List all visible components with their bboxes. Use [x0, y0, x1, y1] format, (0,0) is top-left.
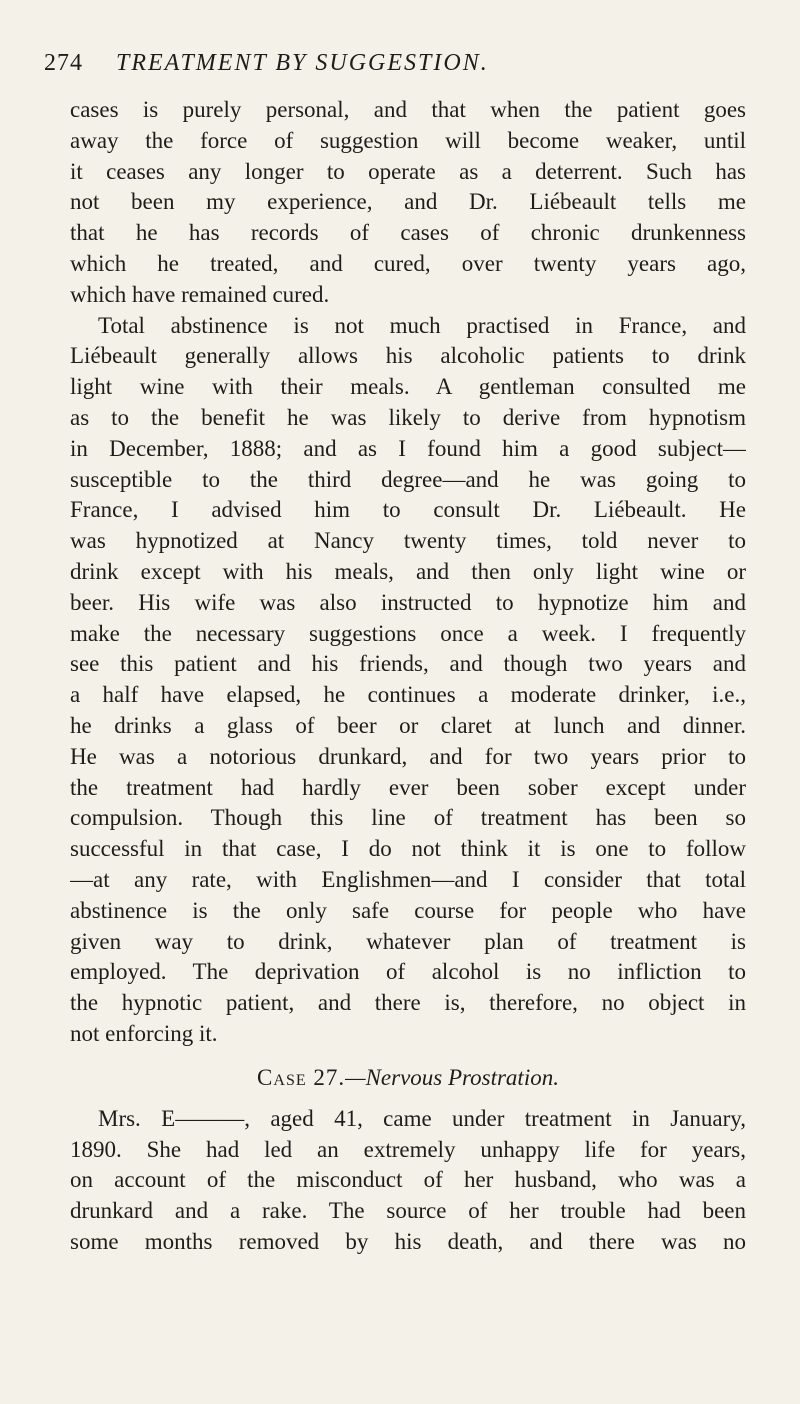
text-line: a half have elapsed, he continues a moderate drinker, i.e.,: [70, 682, 746, 708]
text-line: see this patient and his friends, and though two years and: [70, 651, 746, 677]
text-line: some months removed by his death, and there was no: [70, 1228, 746, 1254]
paragraph-1: [70, 95, 746, 311]
text-line: in December, 1888; and as I found him a good subject—: [70, 435, 746, 461]
text-line: not enforcing it.: [70, 1020, 218, 1046]
text-line: that he has records of cases of chronic drunkenness: [70, 220, 746, 246]
text-line: given way to drink, whatever plan of treatment is: [70, 928, 746, 954]
text-line: on account of the misconduct of her husband, who was a: [70, 1167, 746, 1193]
text-line: drunkard and a rake. The source of her trouble had been: [70, 1198, 746, 1224]
page-number: 274: [44, 50, 83, 76]
text-line: susceptible to the third degree—and he was going to: [70, 466, 746, 492]
text-line: cases is purely personal, and that when the patient goes: [70, 97, 746, 122]
text-line: not been my experience, and Dr. Liébeault tells me: [70, 189, 746, 215]
text-line: successful in that case, I do not think it is one to follow: [70, 836, 746, 862]
running-title: TREATMENT BY SUGGESTION.: [116, 50, 489, 76]
paragraph-3: [70, 1104, 746, 1258]
text-line: which he treated, and cured, over twenty years ago,: [70, 250, 746, 276]
text-line: light wine with their meals. A gentleman consulted me: [70, 374, 746, 400]
text-line: employed. The deprivation of alcohol is no infliction to: [70, 959, 746, 985]
text-line: —at any rate, with Englishmen—and I consider that total: [70, 866, 746, 892]
text-line: beer. His wife was also instructed to hypnotize him and: [70, 589, 746, 615]
text-line: 1890. She had led an extremely unhappy life for years,: [70, 1136, 746, 1162]
text-line: France, I advised him to consult Dr. Liébeault. He: [70, 497, 746, 523]
text-line: away the force of suggestion will become weaker, until: [70, 127, 746, 153]
text-line: make the necessary suggestions once a week. I frequently: [70, 620, 746, 646]
text-line: Mrs. E———, aged 41, came under treatment in January,: [98, 1105, 746, 1131]
page-body: [70, 95, 746, 1258]
text-line: the treatment had hardly ever been sober except under: [70, 774, 746, 800]
case-heading: [70, 1062, 746, 1094]
case-title: —Nervous Prostration.: [345, 1064, 559, 1090]
case-number: Case 27.: [257, 1064, 346, 1090]
text-line: was hypnotized at Nancy twenty times, told never to: [70, 528, 746, 554]
text-line: which have remained cured.: [70, 281, 330, 307]
text-line: the hypnotic patient, and there is, therefore, no object in: [70, 990, 746, 1016]
text-line: Liébeault generally allows his alcoholic patients to drink: [70, 343, 746, 369]
page-header: [44, 46, 764, 86]
text-line: drink except with his meals, and then only light wine or: [70, 558, 746, 584]
text-line: compulsion. Though this line of treatment has been so: [70, 805, 746, 831]
text-line: abstinence is the only safe course for people who have: [70, 897, 746, 923]
text-line: it ceases any longer to operate as a deterrent. Such has: [70, 158, 746, 184]
text-line: He was a notorious drunkard, and for two years prior to: [70, 743, 746, 769]
text-line: he drinks a glass of beer or claret at lunch and dinner.: [70, 712, 746, 738]
text-line: as to the benefit he was likely to derive from hypnotism: [70, 404, 746, 430]
text-line: Total abstinence is not much practised in France, and: [98, 312, 746, 338]
paragraph-2: [70, 311, 746, 1050]
